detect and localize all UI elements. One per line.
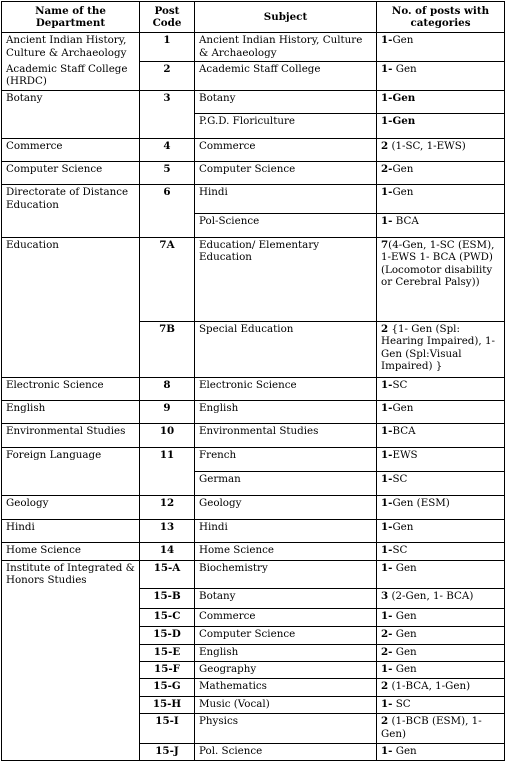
posts-cell xyxy=(377,114,505,139)
posts-count: 1- xyxy=(381,610,393,622)
posts-detail: SC xyxy=(392,698,411,710)
dept-cell xyxy=(2,714,140,744)
dept-cell: Commerce xyxy=(2,139,140,162)
post-code-cell: 15-G xyxy=(140,679,195,697)
posts-count: 1- xyxy=(381,496,393,509)
subject-cell: Mathematics xyxy=(195,679,377,697)
post-code-cell: 7B xyxy=(140,321,195,377)
posts-cell xyxy=(377,560,505,589)
dept-cell xyxy=(2,321,140,377)
subject-cell: French xyxy=(195,447,377,471)
table-row xyxy=(2,237,505,321)
posts-count: 2 xyxy=(381,715,389,727)
post-code-cell: 11 xyxy=(140,447,195,471)
posts-count: 1- xyxy=(381,448,393,461)
subject-cell: Botany xyxy=(195,589,377,609)
dept-cell: Directorate of Distance Education xyxy=(2,185,140,214)
table-row xyxy=(2,714,505,744)
subject-cell: Ancient Indian History, Culture & Archaeology xyxy=(195,33,377,62)
posts-count: 1- xyxy=(381,63,393,75)
posts-detail: Gen xyxy=(392,186,414,198)
posts-cell xyxy=(377,627,505,645)
table-row xyxy=(2,697,505,714)
dept-cell xyxy=(2,645,140,662)
subject-cell: P.G.D. Floriculture xyxy=(195,114,377,139)
table-row xyxy=(2,609,505,627)
posts-detail: Gen xyxy=(392,163,414,175)
posts-count: 1-Gen xyxy=(381,115,416,127)
dept-cell xyxy=(2,744,140,761)
dept-cell: Botany xyxy=(2,91,140,114)
table-row xyxy=(2,679,505,697)
header-department: Name of the Department xyxy=(2,2,140,33)
posts-count: 1- xyxy=(381,34,393,46)
dept-cell: Education xyxy=(2,237,140,321)
posts-detail: SC xyxy=(392,543,408,556)
posts-cell xyxy=(377,744,505,761)
dept-cell xyxy=(2,114,140,139)
table-row xyxy=(2,662,505,679)
subject-cell: Environmental Studies xyxy=(195,423,377,447)
posts-cell xyxy=(377,447,505,471)
posts-detail: Gen xyxy=(392,561,417,574)
table-row xyxy=(2,213,505,237)
header-row xyxy=(2,2,505,33)
subject-cell: Computer Science xyxy=(195,627,377,645)
post-code-cell xyxy=(140,471,195,495)
subject-cell: Hindi xyxy=(195,519,377,542)
posts-cell xyxy=(377,662,505,679)
post-code-cell xyxy=(140,213,195,237)
subject-cell: German xyxy=(195,471,377,495)
table-row xyxy=(2,495,505,519)
post-code-cell: 6 xyxy=(140,185,195,214)
post-code-cell: 12 xyxy=(140,495,195,519)
posts-cell xyxy=(377,679,505,697)
posts-cell xyxy=(377,542,505,560)
post-code-cell: 8 xyxy=(140,377,195,400)
posts-detail: (1-BCA, 1-Gen) xyxy=(388,680,471,692)
post-code-cell: 15-A xyxy=(140,560,195,589)
table-row xyxy=(2,560,505,589)
table-row xyxy=(2,91,505,114)
subject-cell: Hindi xyxy=(195,185,377,214)
post-code-cell: 15-B xyxy=(140,589,195,609)
post-code-cell: 5 xyxy=(140,162,195,185)
posts-detail: BCA xyxy=(392,424,416,437)
dept-cell: Electronic Science xyxy=(2,377,140,400)
post-code-cell: 3 xyxy=(140,91,195,114)
subject-cell: Education/ Elementary Education xyxy=(195,237,377,321)
subject-cell: Special Education xyxy=(195,321,377,377)
posts-detail: Gen xyxy=(392,646,417,658)
dept-cell: Geology xyxy=(2,495,140,519)
posts-detail: (1-BCB (ESM), 1- Gen) xyxy=(381,715,482,740)
posts-count: 1- xyxy=(381,424,393,437)
post-code-cell: 15-J xyxy=(140,744,195,761)
posts-count: 1- xyxy=(381,543,393,556)
posts-detail: Gen xyxy=(392,63,417,75)
dept-cell: Academic Staff College (HRDC) xyxy=(2,62,140,91)
dept-cell xyxy=(2,679,140,697)
post-code-cell: 14 xyxy=(140,542,195,560)
table-row xyxy=(2,447,505,471)
dept-cell xyxy=(2,697,140,714)
posts-detail: {1- Gen (Spl: Hearing Impaired), 1- Gen (Spl:Visual Impaired) } xyxy=(381,322,495,372)
table-row xyxy=(2,627,505,645)
table-row xyxy=(2,423,505,447)
posts-count: 1- xyxy=(381,698,393,710)
post-code-cell: 10 xyxy=(140,423,195,447)
dept-cell: English xyxy=(2,400,140,423)
dept-cell: Hindi xyxy=(2,519,140,542)
posts-cell xyxy=(377,495,505,519)
dept-cell: Foreign Language xyxy=(2,447,140,471)
posts-count: 1- xyxy=(381,745,393,757)
posts-detail: SC xyxy=(392,472,408,485)
header-post-code: Post Code xyxy=(140,2,195,33)
post-code-cell xyxy=(140,114,195,139)
posts-cell xyxy=(377,213,505,237)
subject-cell: Geology xyxy=(195,495,377,519)
subject-cell: Physics xyxy=(195,714,377,744)
posts-detail: Gen xyxy=(392,34,414,46)
dept-cell xyxy=(2,627,140,645)
posts-detail: BCA xyxy=(392,214,419,227)
posts-cell xyxy=(377,33,505,62)
posts-count: 2 xyxy=(381,322,389,335)
posts-detail: Gen xyxy=(392,628,417,640)
dept-cell: Ancient Indian History, Culture & Archaeology xyxy=(2,33,140,62)
posts-count: 1- xyxy=(381,663,393,675)
table-row xyxy=(2,321,505,377)
post-code-cell: 15-D xyxy=(140,627,195,645)
table-row xyxy=(2,377,505,400)
posts-cell xyxy=(377,609,505,627)
posts-detail: (2-Gen, 1- BCA) xyxy=(388,590,474,602)
table-row xyxy=(2,162,505,185)
posts-detail: Gen xyxy=(392,520,414,533)
subject-cell: Commerce xyxy=(195,609,377,627)
table-row xyxy=(2,400,505,423)
posts-detail: Gen xyxy=(392,663,417,675)
table-row xyxy=(2,139,505,162)
dept-cell: Computer Science xyxy=(2,162,140,185)
post-code-cell: 15-H xyxy=(140,697,195,714)
posts-count: 2- xyxy=(381,646,393,658)
posts-cell xyxy=(377,697,505,714)
posts-count: 1- xyxy=(381,472,393,485)
post-code-cell: 4 xyxy=(140,139,195,162)
posts-cell xyxy=(377,423,505,447)
posts-cell xyxy=(377,645,505,662)
dept-cell xyxy=(2,213,140,237)
table-row xyxy=(2,589,505,609)
posts-count: 2- xyxy=(381,628,393,640)
dept-cell xyxy=(2,589,140,609)
subject-cell: Biochemistry xyxy=(195,560,377,589)
posts-table xyxy=(1,1,505,761)
table-row xyxy=(2,185,505,214)
dept-cell xyxy=(2,471,140,495)
dept-cell: Environmental Studies xyxy=(2,423,140,447)
post-code-cell: 15-C xyxy=(140,609,195,627)
posts-count: 1- xyxy=(381,561,393,574)
posts-count: 1- xyxy=(381,401,393,414)
posts-cell xyxy=(377,91,505,114)
posts-cell xyxy=(377,714,505,744)
posts-cell xyxy=(377,377,505,400)
posts-cell xyxy=(377,162,505,185)
posts-cell xyxy=(377,237,505,321)
post-code-cell: 13 xyxy=(140,519,195,542)
subject-cell: Commerce xyxy=(195,139,377,162)
subject-cell: Botany xyxy=(195,91,377,114)
post-code-cell: 1 xyxy=(140,33,195,62)
table-row xyxy=(2,114,505,139)
posts-detail: (4-Gen, 1-SC (ESM), 1-EWS 1- BCA (PWD) (Locomotor disability or Cerebral Palsy)) xyxy=(381,238,495,288)
posts-count: 7 xyxy=(381,238,389,251)
posts-count: 1-Gen xyxy=(381,92,416,104)
dept-cell: Home Science xyxy=(2,542,140,560)
posts-cell xyxy=(377,321,505,377)
header-subject: Subject xyxy=(195,2,377,33)
posts-detail: EWS xyxy=(392,448,418,461)
table-row xyxy=(2,471,505,495)
header-posts: No. of posts with categories xyxy=(377,2,505,33)
posts-detail: Gen xyxy=(392,745,417,757)
posts-cell xyxy=(377,519,505,542)
posts-count: 3 xyxy=(381,590,389,602)
posts-count: 1- xyxy=(381,378,393,391)
table-row xyxy=(2,519,505,542)
subject-cell: Music (Vocal) xyxy=(195,697,377,714)
posts-detail: (1-SC, 1-EWS) xyxy=(388,140,466,152)
post-code-cell: 7A xyxy=(140,237,195,321)
dept-cell xyxy=(2,609,140,627)
subject-cell: English xyxy=(195,645,377,662)
table-row xyxy=(2,645,505,662)
subject-cell: Pol-Science xyxy=(195,213,377,237)
subject-cell: Pol. Science xyxy=(195,744,377,761)
posts-detail: Gen xyxy=(392,401,414,414)
post-code-cell: 15-F xyxy=(140,662,195,679)
post-code-cell: 15-I xyxy=(140,714,195,744)
post-code-cell: 15-E xyxy=(140,645,195,662)
subject-cell: Academic Staff College xyxy=(195,62,377,91)
table-row xyxy=(2,744,505,761)
table-row xyxy=(2,33,505,62)
posts-cell xyxy=(377,589,505,609)
table-row xyxy=(2,542,505,560)
posts-cell xyxy=(377,400,505,423)
posts-count: 1- xyxy=(381,214,393,227)
posts-detail: SC xyxy=(392,378,408,391)
posts-count: 1- xyxy=(381,520,393,533)
subject-cell: Home Science xyxy=(195,542,377,560)
posts-count: 2 xyxy=(381,140,389,152)
table-row xyxy=(2,62,505,91)
subject-cell: English xyxy=(195,400,377,423)
subject-cell: Electronic Science xyxy=(195,377,377,400)
posts-count: 2 xyxy=(381,680,389,692)
dept-cell: Institute of Integrated & Honors Studies xyxy=(2,560,140,589)
subject-cell: Geography xyxy=(195,662,377,679)
posts-cell xyxy=(377,62,505,91)
posts-detail: Gen (ESM) xyxy=(392,496,450,509)
posts-cell xyxy=(377,185,505,214)
posts-count: 1- xyxy=(381,186,393,198)
posts-detail: Gen xyxy=(392,610,417,622)
posts-count: 2- xyxy=(381,163,393,175)
posts-cell xyxy=(377,139,505,162)
subject-cell: Computer Science xyxy=(195,162,377,185)
post-code-cell: 2 xyxy=(140,62,195,91)
post-code-cell: 9 xyxy=(140,400,195,423)
dept-cell xyxy=(2,662,140,679)
posts-cell xyxy=(377,471,505,495)
